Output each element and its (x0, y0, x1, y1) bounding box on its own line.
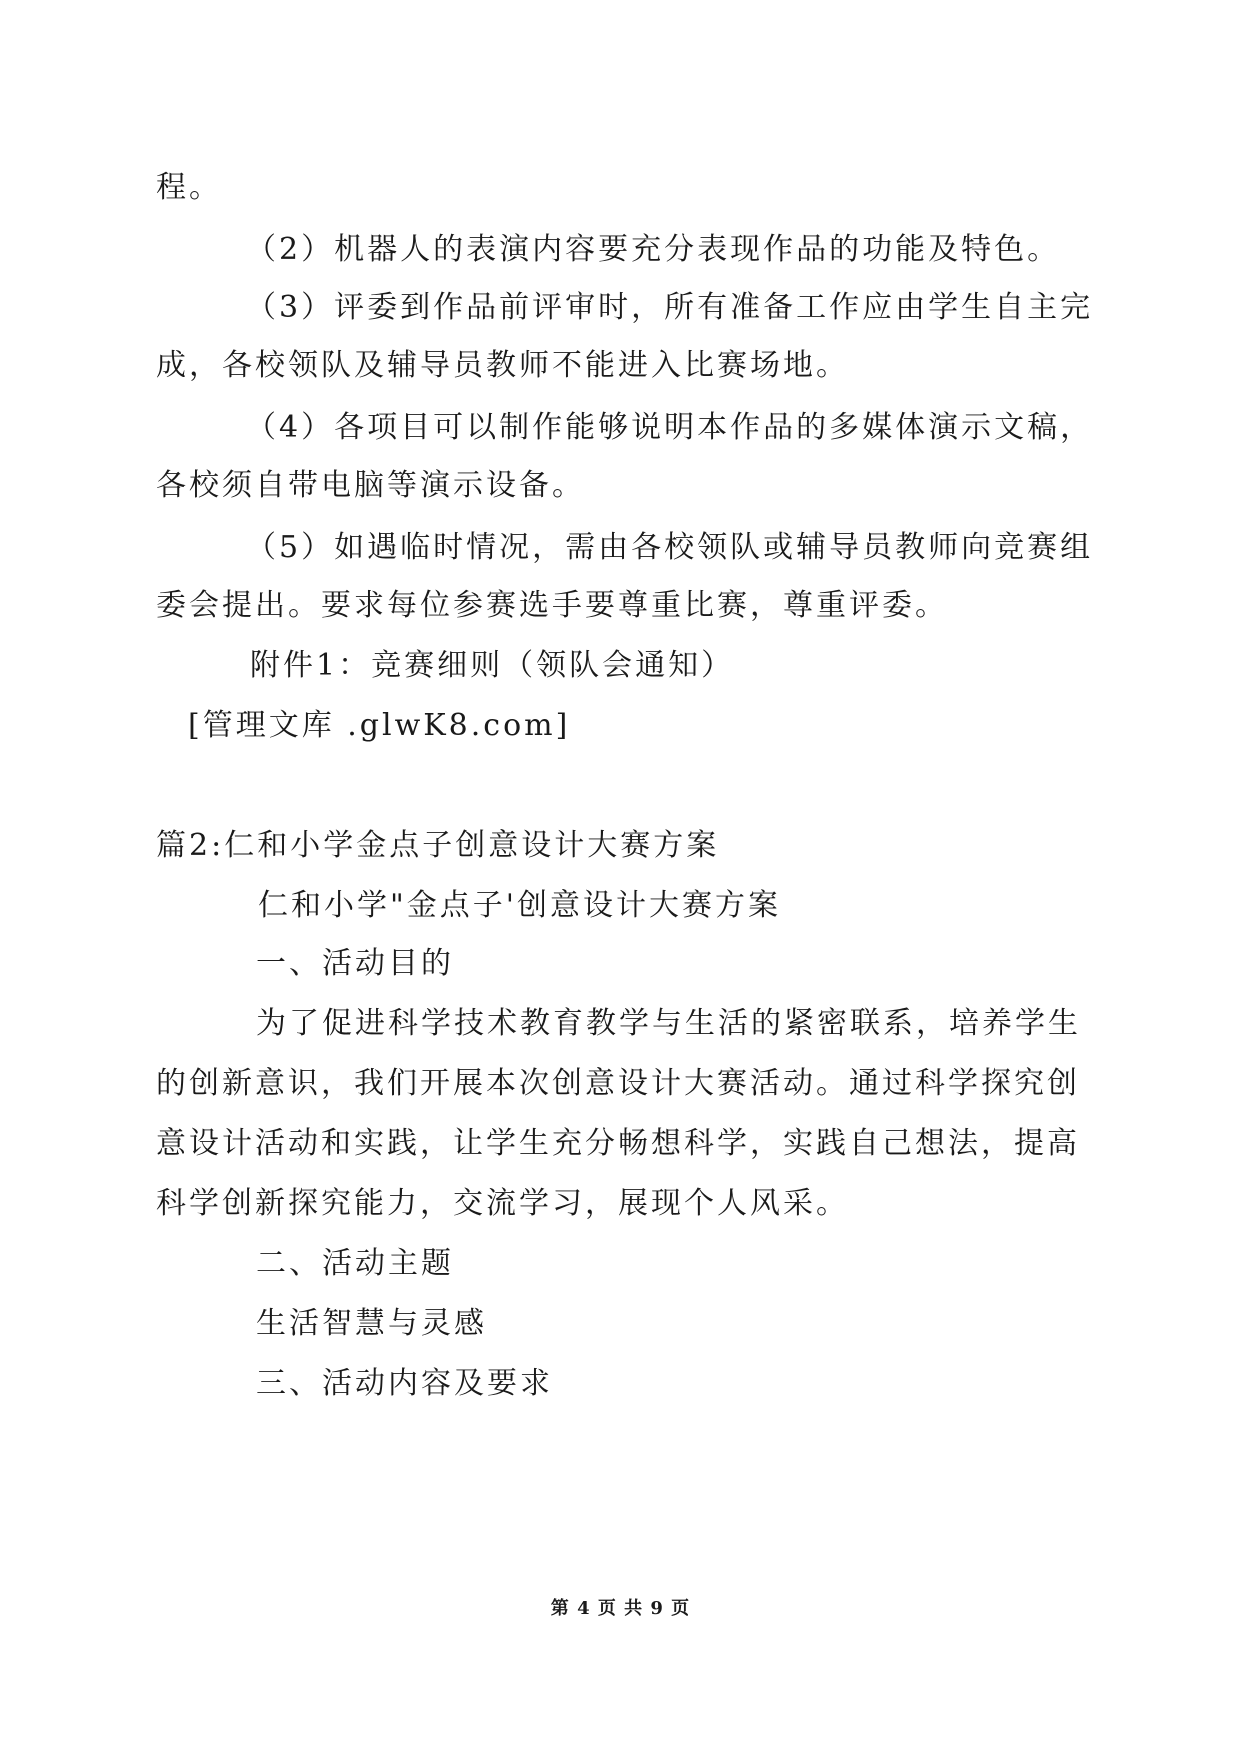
heading-content: 三、活动内容及要求 (256, 1366, 553, 1401)
theme-text: 生活智慧与灵感 (256, 1306, 487, 1341)
text-line-15: 的创新意识，我们开展本次创意设计大赛活动。通过科学探究创 (156, 1066, 1080, 1101)
text-line-5: （4）各项目可以制作能够说明本作品的多媒体演示文稿， (246, 410, 1094, 445)
source-note: [管理文库 .glwK8.com] (188, 708, 571, 743)
attachment-line: 附件1：竞赛细则（领队会通知） (250, 648, 735, 683)
text-line-17: 科学创新探究能力，交流学习，展现个人风采。 (156, 1186, 849, 1221)
page-footer: 第 4 页 共 9 页 (550, 1598, 691, 1619)
text-line-3: （3）评委到作品前评审时，所有准备工作应由学生自主完 (246, 290, 1094, 325)
text-line-6: 各校须自带电脑等演示设备。 (156, 468, 585, 503)
text-line-14: 为了促进科学技术教育教学与生活的紧密联系，培养学生 (256, 1006, 1081, 1041)
document-title: 仁和小学"金点子'创意设计大赛方案 (258, 888, 782, 923)
heading-purpose: 一、活动目的 (256, 946, 454, 981)
text-line-2: （2）机器人的表演内容要充分表现作品的功能及特色。 (246, 232, 1061, 267)
text-line-8: 委会提出。要求每位参赛选手要尊重比赛，尊重评委。 (156, 588, 948, 623)
heading-theme: 二、活动主题 (256, 1246, 454, 1281)
section-heading: 篇2:仁和小学金点子创意设计大赛方案 (156, 828, 720, 863)
text-line-16: 意设计活动和实践，让学生充分畅想科学，实践自己想法，提高 (156, 1126, 1080, 1161)
text-line-7: （5）如遇临时情况，需由各校领队或辅导员教师向竞赛组 (246, 530, 1094, 565)
text-line-1: 程。 (156, 170, 222, 205)
text-line-4: 成，各校领队及辅导员教师不能进入比赛场地。 (156, 348, 849, 383)
